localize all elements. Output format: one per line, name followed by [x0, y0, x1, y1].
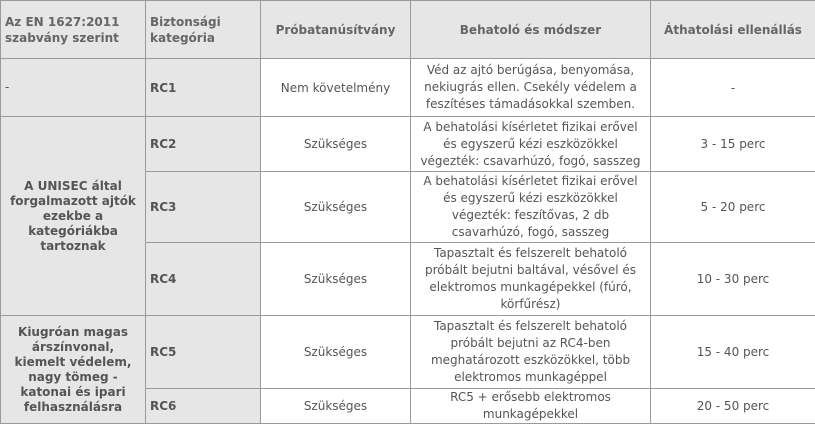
- resistance-cell: 15 - 40 perc: [651, 316, 815, 389]
- header-standard: [1, 1, 146, 59]
- certificate-cell: Szükséges: [261, 172, 411, 243]
- header-certificate: Próbatanúsítvány: [261, 1, 411, 59]
- header-category-line-2: kategória: [150, 30, 256, 46]
- table-row-rc5: [1, 316, 815, 389]
- method-cell: Véd az ajtó berúgása, benyomása, nekiugrás ellen. Csekély védelem a feszítéses támadásokkal szemben.: [411, 59, 651, 117]
- header-standard-line-2: szabvány szerint: [5, 30, 141, 46]
- certificate-cell: Szükséges: [261, 117, 411, 172]
- header-row: [1, 1, 815, 59]
- category-cell: RC5: [146, 316, 261, 389]
- category-cell: RC4: [146, 243, 261, 316]
- category-cell: RC6: [146, 389, 261, 424]
- resistance-cell: 3 - 15 perc: [651, 117, 815, 172]
- certificate-cell: Szükséges: [261, 243, 411, 316]
- resistance-cell: 20 - 50 perc: [651, 389, 815, 424]
- header-resistance: Áthatolási ellenállás: [651, 1, 815, 59]
- method-cell: RC5 + erősebb elektromos munkagépekkel: [411, 389, 651, 424]
- header-category-line-1: Biztonsági: [150, 14, 256, 30]
- category-cell: RC2: [146, 117, 261, 172]
- header-method: Behatoló és módszer: [411, 1, 651, 59]
- certificate-cell: Szükséges: [261, 389, 411, 424]
- resistance-cell: 10 - 30 perc: [651, 243, 815, 316]
- table-row-rc1: [1, 59, 815, 117]
- resistance-cell: 5 - 20 perc: [651, 172, 815, 243]
- table-row-rc2: [1, 117, 815, 172]
- method-cell: A behatolási kísérletet fizikai erővel és egyszerű kézi eszközökkel végezték: feszítővas, 2 db csavarhúzó, fogó, sasszeg: [411, 172, 651, 243]
- group-none: -: [1, 59, 146, 117]
- certificate-cell: Nem követelmény: [261, 59, 411, 117]
- certificate-cell: Szükséges: [261, 316, 411, 389]
- category-cell: RC3: [146, 172, 261, 243]
- method-cell: Tapasztalt és felszerelt behatoló próbált bejutni baltával, vésővel és elektromos munkagépekkel (fúró, körfűrész): [411, 243, 651, 316]
- method-cell: Tapasztalt és felszerelt behatoló próbált bejutni az RC4-ben meghatározott eszközökkel, több elektromos munkagéppel: [411, 316, 651, 389]
- resistance-cell: -: [651, 59, 815, 117]
- header-category: [146, 1, 261, 59]
- group-high: Kiugróan magas árszínvonal, kiemelt védelem, nagy tömeg - katonai és ipari felhasználásra: [1, 316, 146, 424]
- group-unisec: A UNISEC által forgalmazott ajtók ezekbe a kategóriákba tartoznak: [1, 117, 146, 316]
- header-standard-line-1: Az EN 1627:2011: [5, 14, 141, 30]
- category-cell: RC1: [146, 59, 261, 117]
- method-cell: A behatolási kísérletet fizikai erővel és egyszerű kézi eszközökkel végezték: csavarhúzó, fogó, sasszeg: [411, 117, 651, 172]
